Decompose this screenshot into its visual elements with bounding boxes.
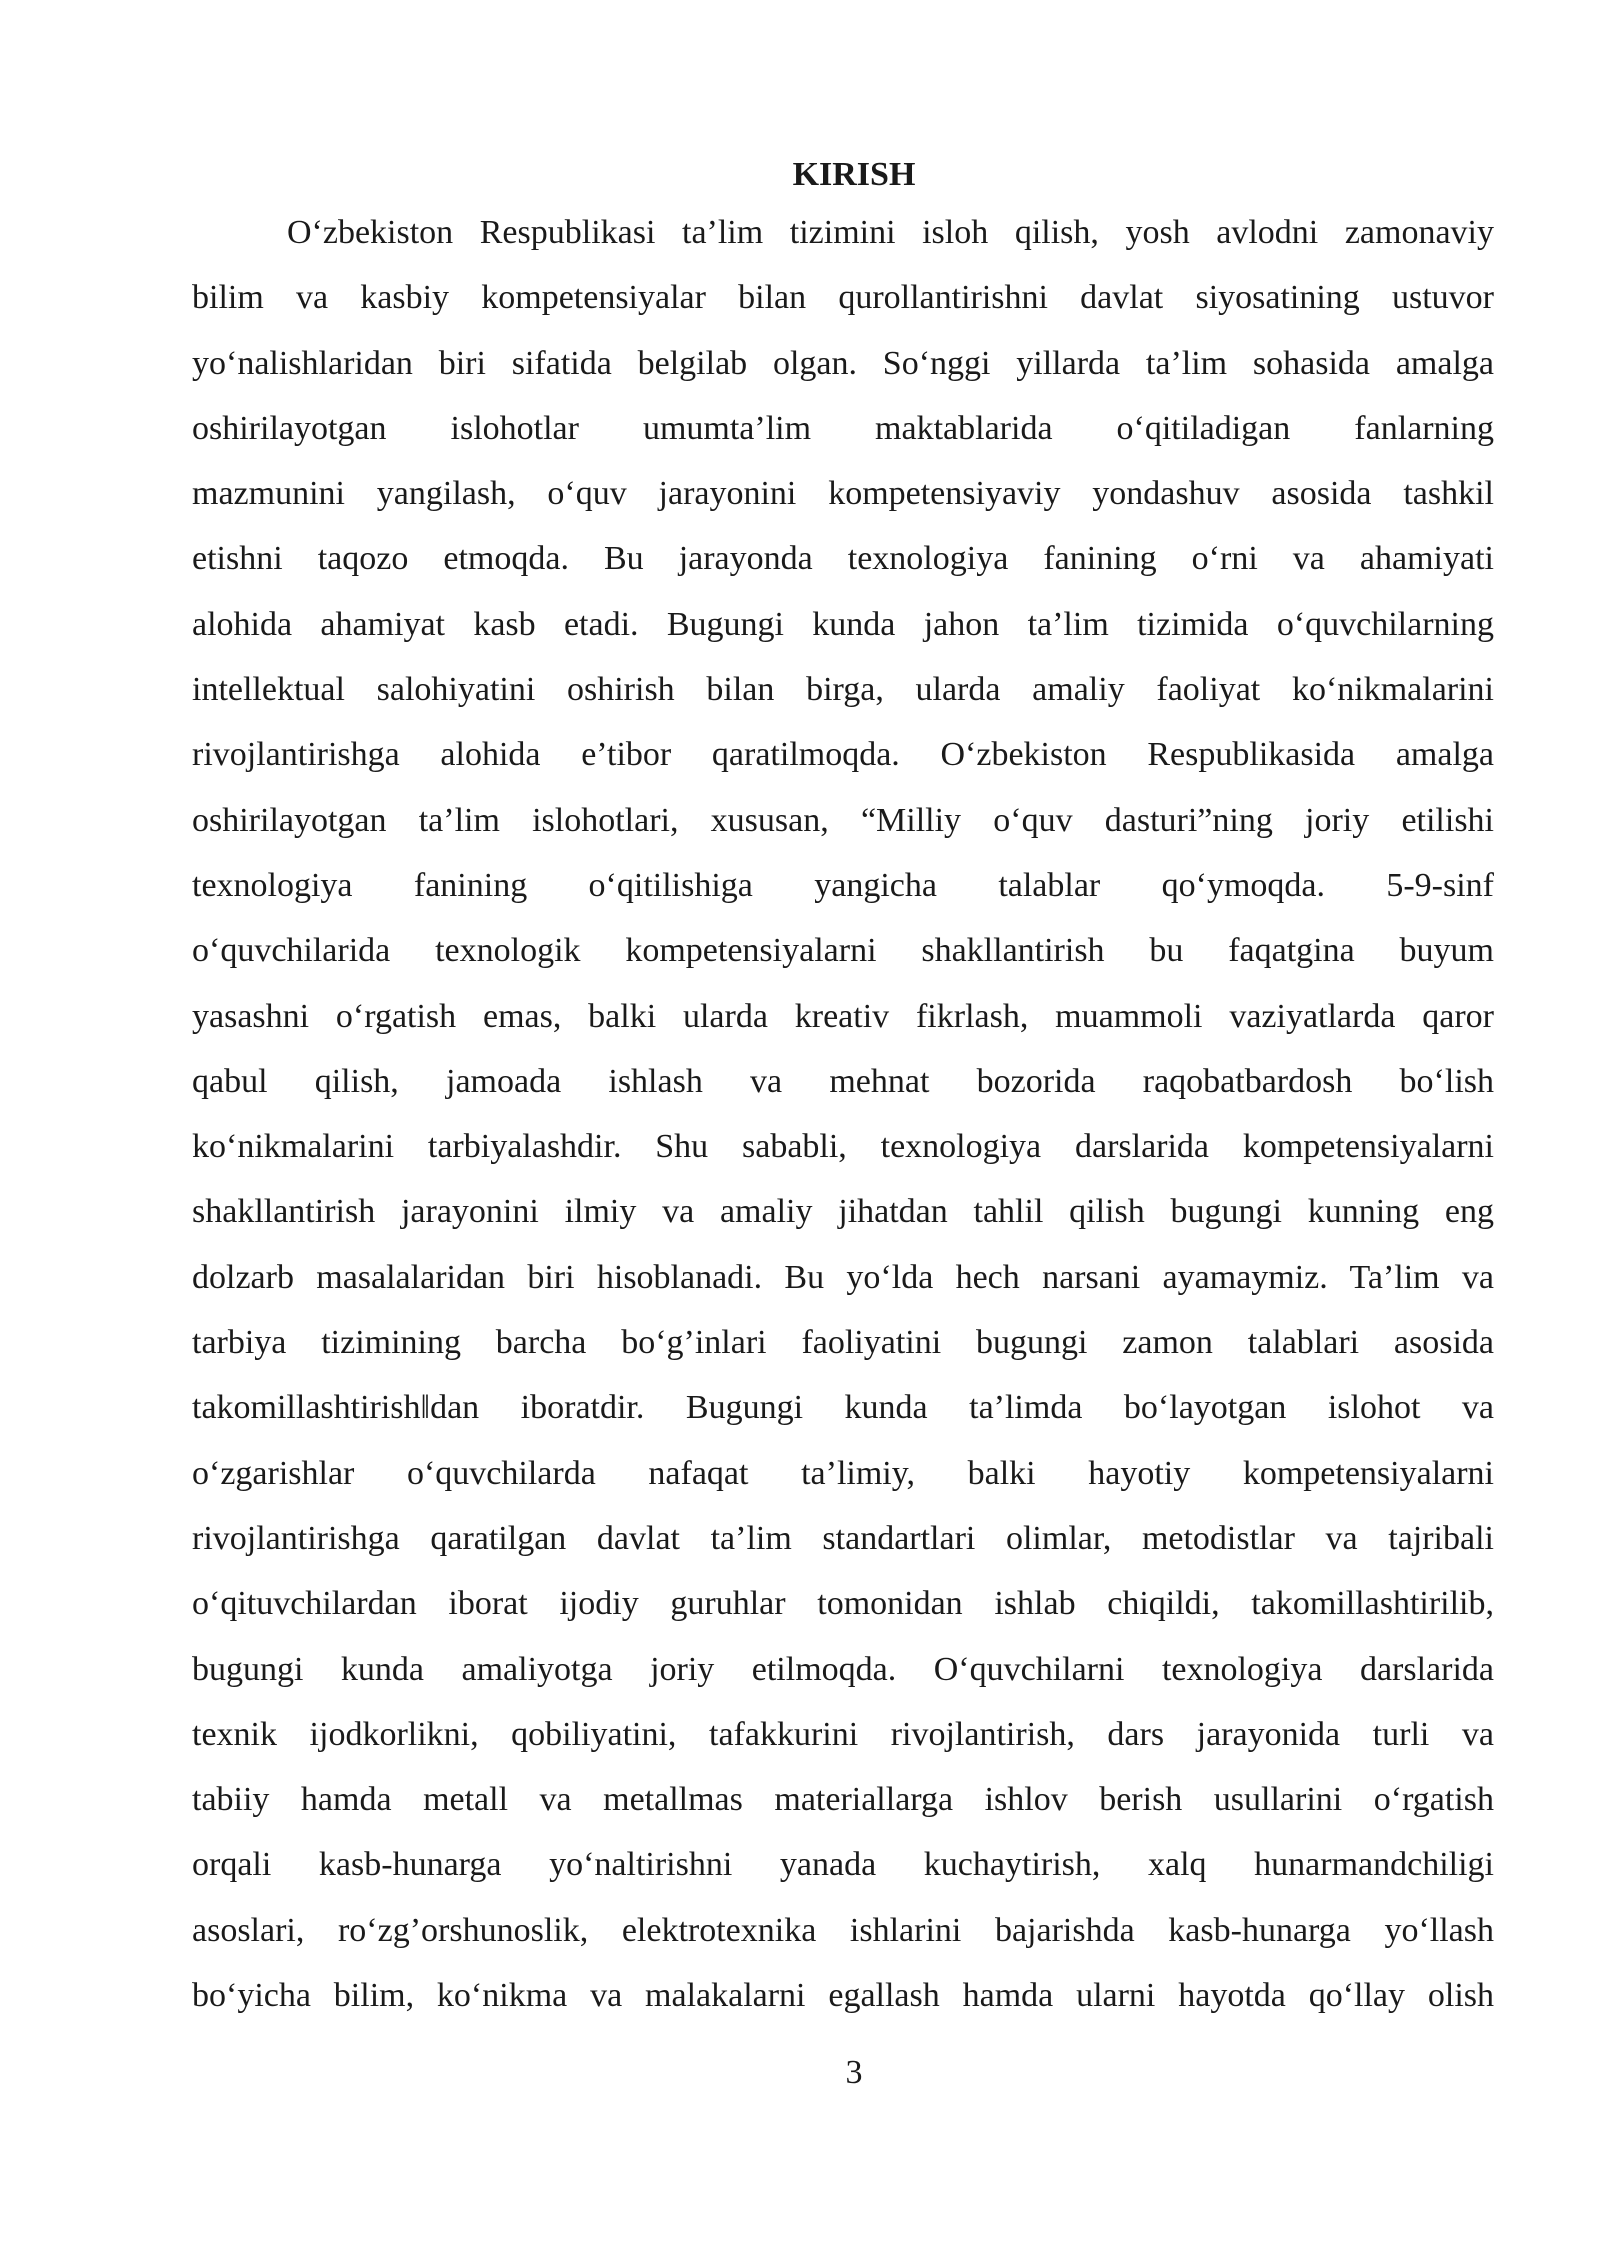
- paragraph-line: rivojlantirishga alohida e’tibor qaratilmoqda. O‘zbekiston Respublikasida amalga: [192, 736, 1494, 774]
- paragraph-line: alohida ahamiyat kasb etadi. Bugungi kunda jahon ta’lim tizimida o‘quvchilarning: [192, 605, 1494, 643]
- page-number: 3: [845, 2054, 863, 2091]
- paragraph-line: tarbiya tizimining barcha bo‘g’inlari faoliyatini bugungi zamon talablari asosida: [192, 1324, 1494, 1362]
- paragraph-line: o‘quvchilarida texnologik kompetensiyalarni shakllantirish bu faqatgina buyum: [192, 932, 1494, 970]
- body-paragraph: [192, 200, 1494, 2028]
- paragraph-line: takomillashtirish‖dan iboratdir. Bugungi kunda ta’limda bo‘layotgan islohot va: [192, 1389, 1494, 1427]
- paragraph-line: rivojlantirishga qaratilgan davlat ta’lim standartlari olimlar, metodistlar va tajribali: [192, 1519, 1494, 1557]
- paragraph-line: bilim va kasbiy kompetensiyalar bilan qurollantirishni davlat siyosatining ustuvor: [192, 279, 1494, 317]
- paragraph-line: shakllantirish jarayonini ilmiy va amaliy jihatdan tahlil qilish bugungi kunning eng: [192, 1193, 1494, 1231]
- paragraph-line: dolzarb masalalaridan biri hisoblanadi. Bu yo‘lda hech narsani ayamaymiz. Ta’lim va: [192, 1258, 1494, 1296]
- paragraph-line: yasashni o‘rgatish emas, balki ularda kreativ fikrlash, muammoli vaziyatlarda qaror: [192, 997, 1494, 1035]
- paragraph-line: o‘zgarishlar o‘quvchilarda nafaqat ta’limiy, balki hayotiy kompetensiyalarni: [192, 1454, 1494, 1492]
- paragraph-line: qabul qilish, jamoada ishlash va mehnat bozorida raqobatbardosh bo‘lish: [192, 1062, 1494, 1100]
- paragraph-line: orqali kasb-hunarga yo‘naltirishni yanada kuchaytirish, xalq hunarmandchiligi: [192, 1846, 1494, 1884]
- paragraph-line: asoslari, ro‘zg’orshunoslik, elektrotexnika ishlarini bajarishda kasb-hunarga yo‘llash: [192, 1911, 1494, 1949]
- paragraph-line: tabiiy hamda metall va metallmas materiallarga ishlov berish usullarini o‘rgatish: [192, 1781, 1494, 1819]
- paragraph-line: texnik ijodkorlikni, qobiliyatini, tafakkurini rivojlantirish, dars jarayonida turli va: [192, 1715, 1494, 1753]
- paragraph-line: etishni taqozo etmoqda. Bu jarayonda texnologiya fanining o‘rni va ahamiyati: [192, 540, 1494, 578]
- paragraph-line: texnologiya fanining o‘qitilishiga yangicha talablar qo‘ymoqda. 5-9-sinf: [192, 866, 1494, 904]
- paragraph-line: bugungi kunda amaliyotga joriy etilmoqda. O‘quvchilarni texnologiya darslarida: [192, 1650, 1494, 1688]
- section-title: KIRISH: [792, 156, 916, 193]
- paragraph-line: ko‘nikmalarini tarbiyalashdir. Shu sababli, texnologiya darslarida kompetensiyalarni: [192, 1128, 1494, 1166]
- paragraph-line: mazmunini yangilash, o‘quv jarayonini kompetensiyaviy yondashuv asosida tashkil: [192, 475, 1494, 513]
- paragraph-line: o‘qituvchilardan iborat ijodiy guruhlar tomonidan ishlab chiqildi, takomillashtirilib,: [192, 1585, 1494, 1623]
- paragraph-line: bo‘yicha bilim, ko‘nikma va malakalarni egallash hamda ularni hayotda qo‘llay olish: [192, 1977, 1494, 2015]
- paragraph-line: intellektual salohiyatini oshirish bilan birga, ularda amaliy faoliyat ko‘nikmalarini: [192, 671, 1494, 709]
- paragraph-line: yo‘nalishlaridan biri sifatida belgilab olgan. So‘nggi yillarda ta’lim sohasida amalga: [192, 344, 1494, 382]
- paragraph-line: oshirilayotgan ta’lim islohotlari, xususan, “Milliy o‘quv dasturi”ning joriy etilishi: [192, 801, 1494, 839]
- paragraph-line: O‘zbekiston Respublikasi ta’lim tizimini isloh qilish, yosh avlodni zamonaviy: [287, 214, 1494, 251]
- paragraph-line: oshirilayotgan islohotlar umumta’lim maktablarida o‘qitiladigan fanlarning: [192, 409, 1494, 447]
